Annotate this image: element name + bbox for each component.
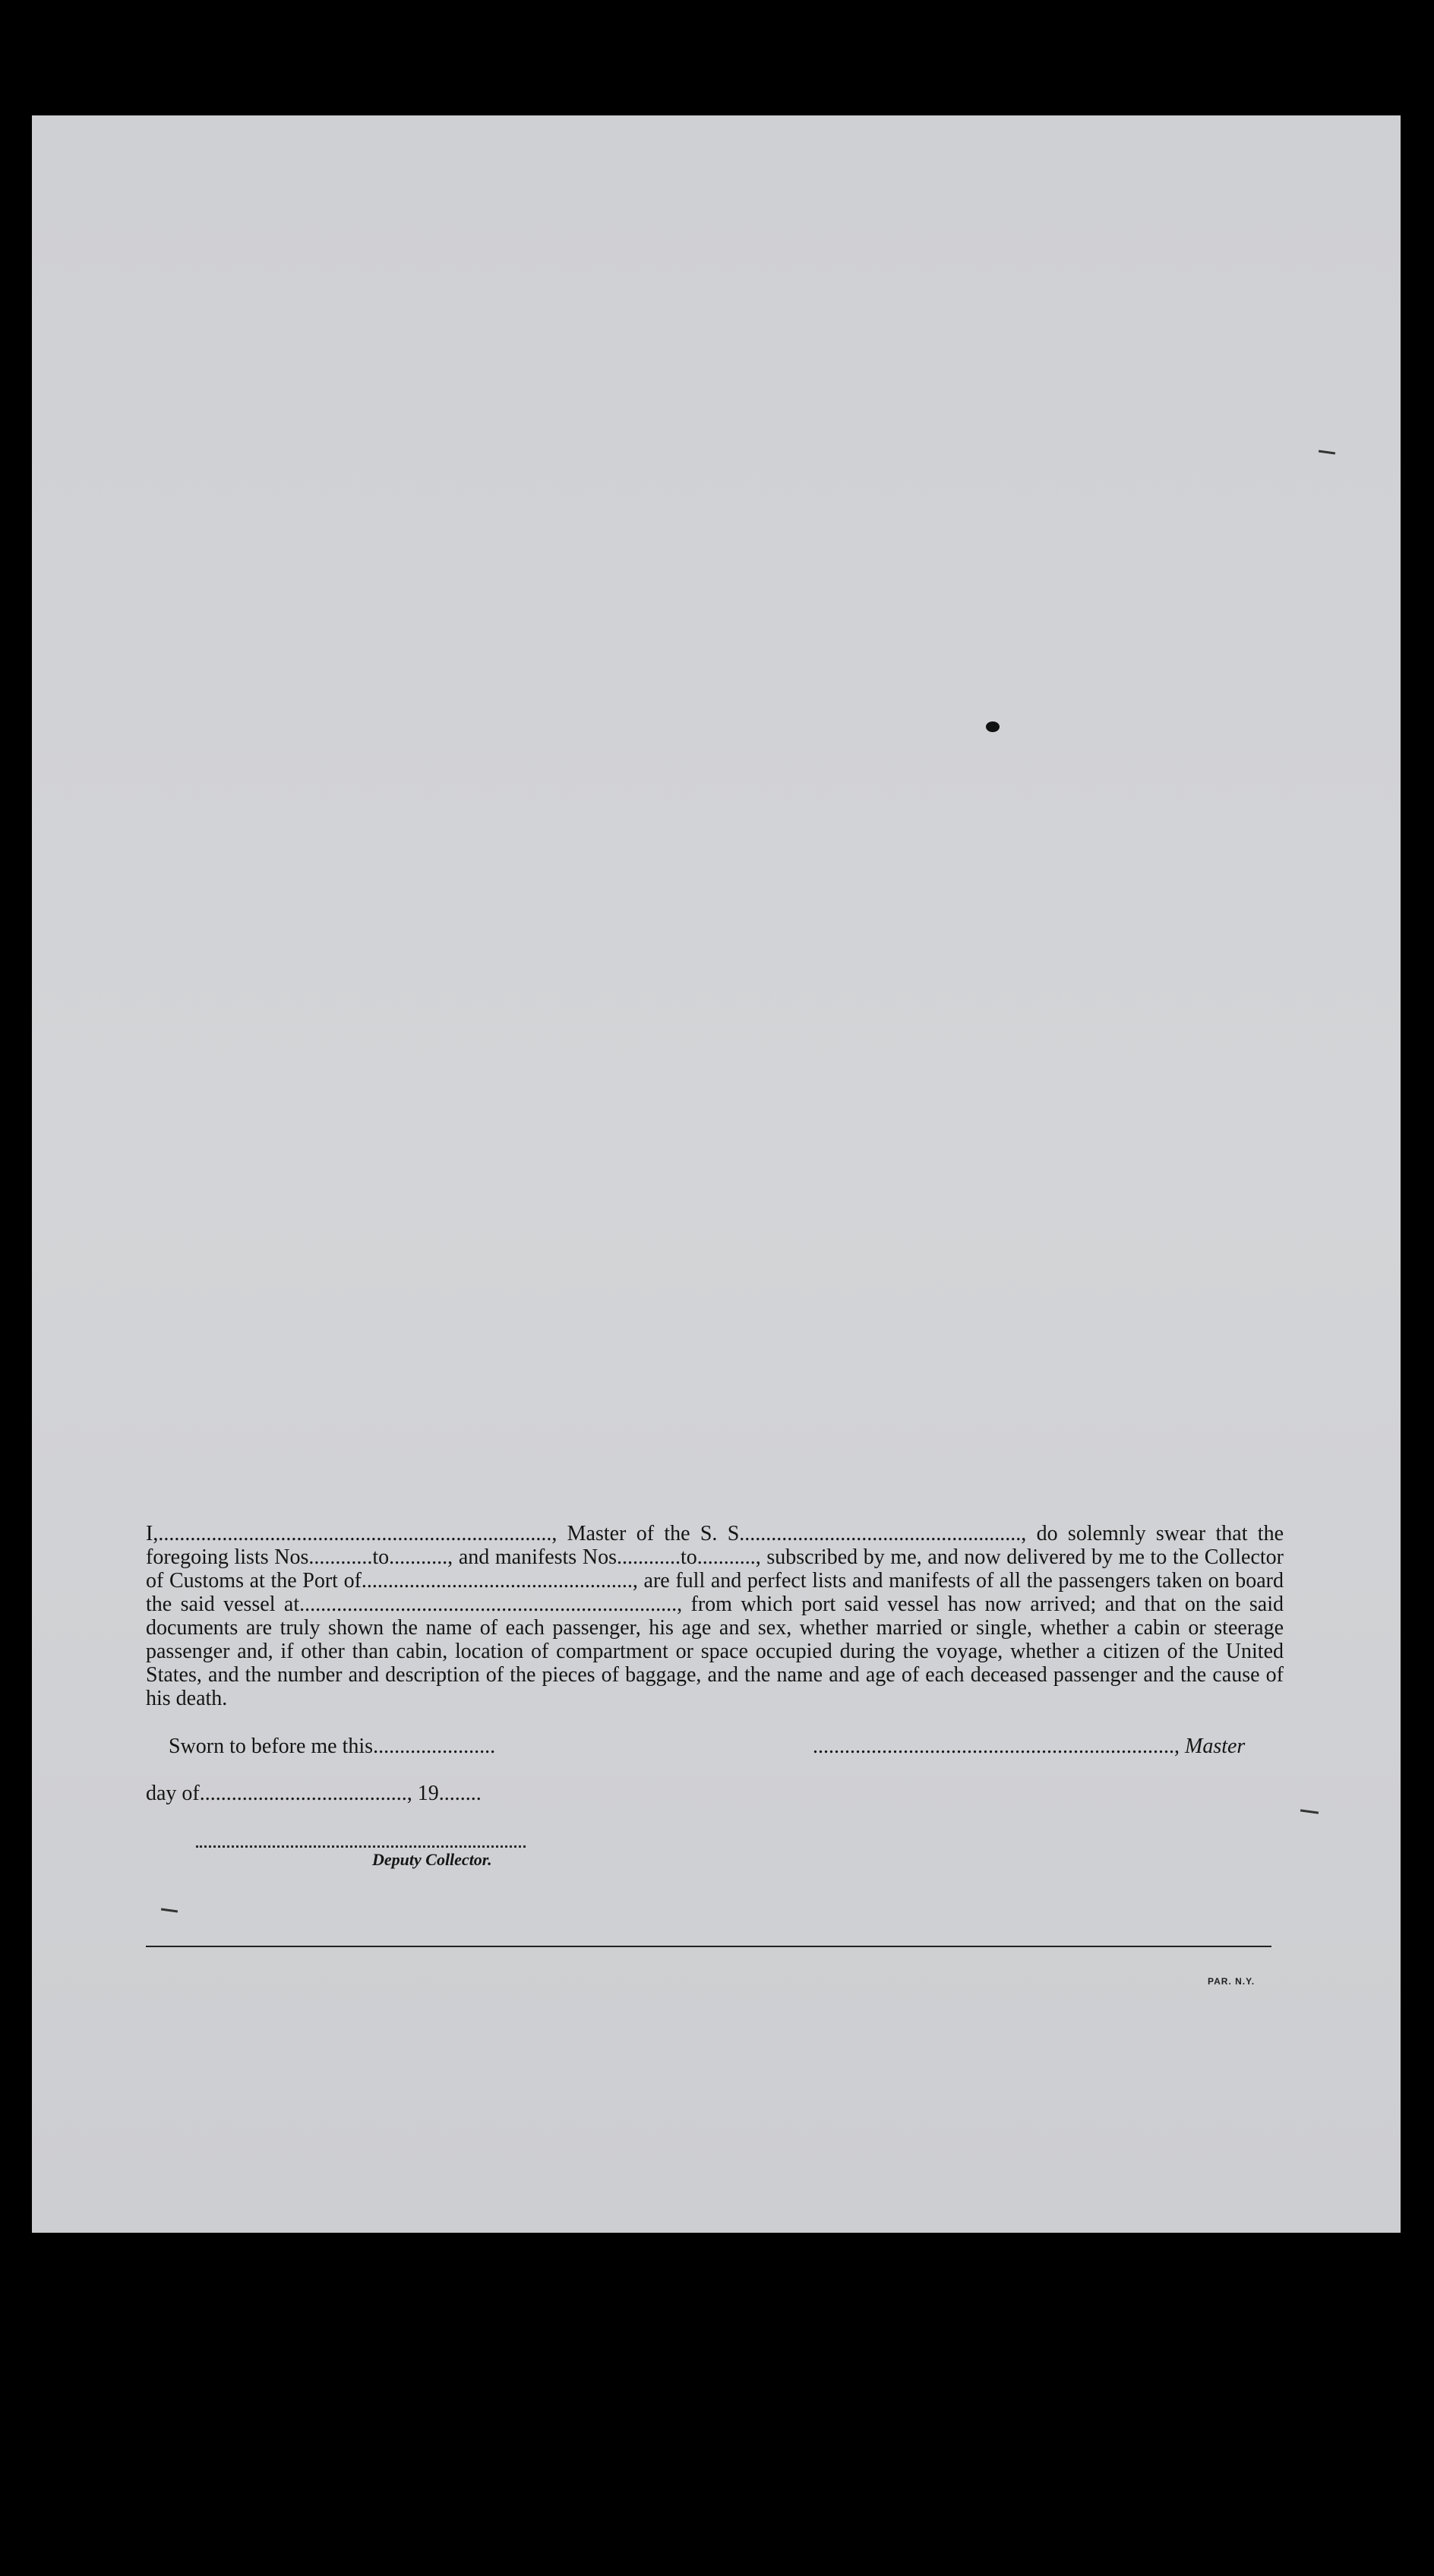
day-of-text: day of......................................., 19........: [146, 1782, 482, 1805]
master-label: Master: [1185, 1735, 1246, 1758]
deputy-collector-label: Deputy Collector.: [372, 1850, 492, 1869]
oath-paragraph: [146, 1522, 1284, 1710]
document-page: [32, 115, 1401, 2233]
master-dots: ....................................................................,: [813, 1735, 1180, 1758]
day-of-line: [146, 1782, 482, 1806]
bottom-rule: [146, 1946, 1271, 1947]
sworn-text: Sworn to before me this.......................: [169, 1735, 496, 1758]
margin-mark: [1300, 1809, 1319, 1814]
master-signature-line: [813, 1735, 1245, 1759]
oath-text: I,.........................................................................., Master of the S. S....................................................., do solemnly swear that the foregoing lists Nos............to..........., and manifests Nos............to..........., subscribed by me, and now delivered by me to the Collector of Customs at the Port of..................................................., are full and perfect lists and manifests of all the passengers taken on board the said vessel at......................................................................., from which port said vessel has now arrived; and that on the said documents are truly shown the name of each passenger, his age and sex, whether married or single, whether a cabin or steerage passenger and, if other than cabin, location of compartment or space occupied during the voyage, whether a citizen of the United States, and the number and description of the pieces of baggage, and the name and age of each deceased passenger and the cause of his death.: [146, 1522, 1284, 1710]
margin-mark: [161, 1908, 178, 1912]
deputy-signature-line: [196, 1845, 526, 1848]
margin-mark: [1319, 450, 1335, 454]
sworn-line: [169, 1735, 495, 1759]
printer-code: PAR. N.Y.: [1208, 1976, 1256, 1987]
ink-stain: [986, 721, 1000, 732]
